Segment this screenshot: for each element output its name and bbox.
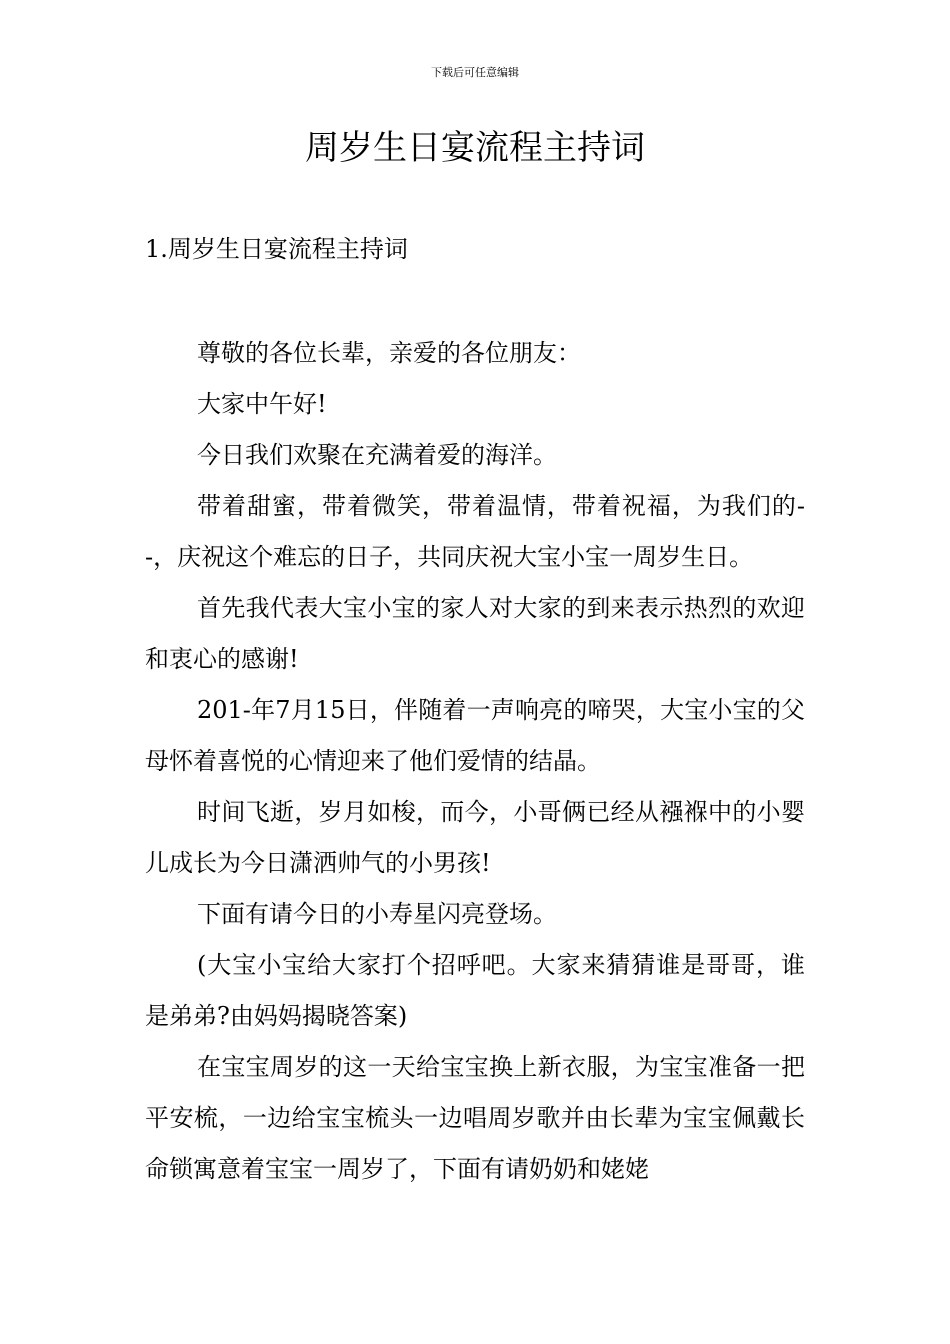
paragraph: 时间飞逝，岁月如梭，而今，小哥俩已经从襁褓中的小婴儿成长为今日潇洒帅气的小男孩! xyxy=(145,798,805,877)
document-title: 周岁生日宴流程主持词 xyxy=(305,128,645,168)
header-note: 下载后可任意编辑 xyxy=(431,66,519,79)
paragraph: 下面有请今日的小寿星闪亮登场。 xyxy=(197,900,557,928)
document-body xyxy=(145,328,805,1195)
paragraph: (大宝小宝给大家打个招呼吧。大家来猜猜谁是哥哥，谁是弟弟?由妈妈揭晓答案) xyxy=(145,951,805,1030)
paragraph: 今日我们欢聚在充满着爱的海洋。 xyxy=(197,441,557,469)
paragraph: 首先我代表大宝小宝的家人对大家的到来表示热烈的欢迎和衷心的感谢! xyxy=(145,594,805,673)
paragraph: 201-年7月15日，伴随着一声响亮的啼哭，大宝小宝的父母怀着喜悦的心情迎来了他们爱情的结晶。 xyxy=(145,696,805,775)
paragraph: 在宝宝周岁的这一天给宝宝换上新衣服，为宝宝准备一把平安梳，一边给宝宝梳头一边唱周岁歌并由长辈为宝宝佩戴长命锁寓意着宝宝一周岁了，下面有请奶奶和姥姥 xyxy=(145,1053,805,1183)
paragraph: 带着甜蜜，带着微笑，带着温情，带着祝福，为我们的--，庆祝这个难忘的日子，共同庆祝大宝小宝一周岁生日。 xyxy=(145,492,805,571)
section-heading: 1.周岁生日宴流程主持词 xyxy=(145,235,408,263)
paragraph: 尊敬的各位长辈，亲爱的各位朋友： xyxy=(197,339,581,367)
paragraph: 大家中午好! xyxy=(197,390,327,418)
